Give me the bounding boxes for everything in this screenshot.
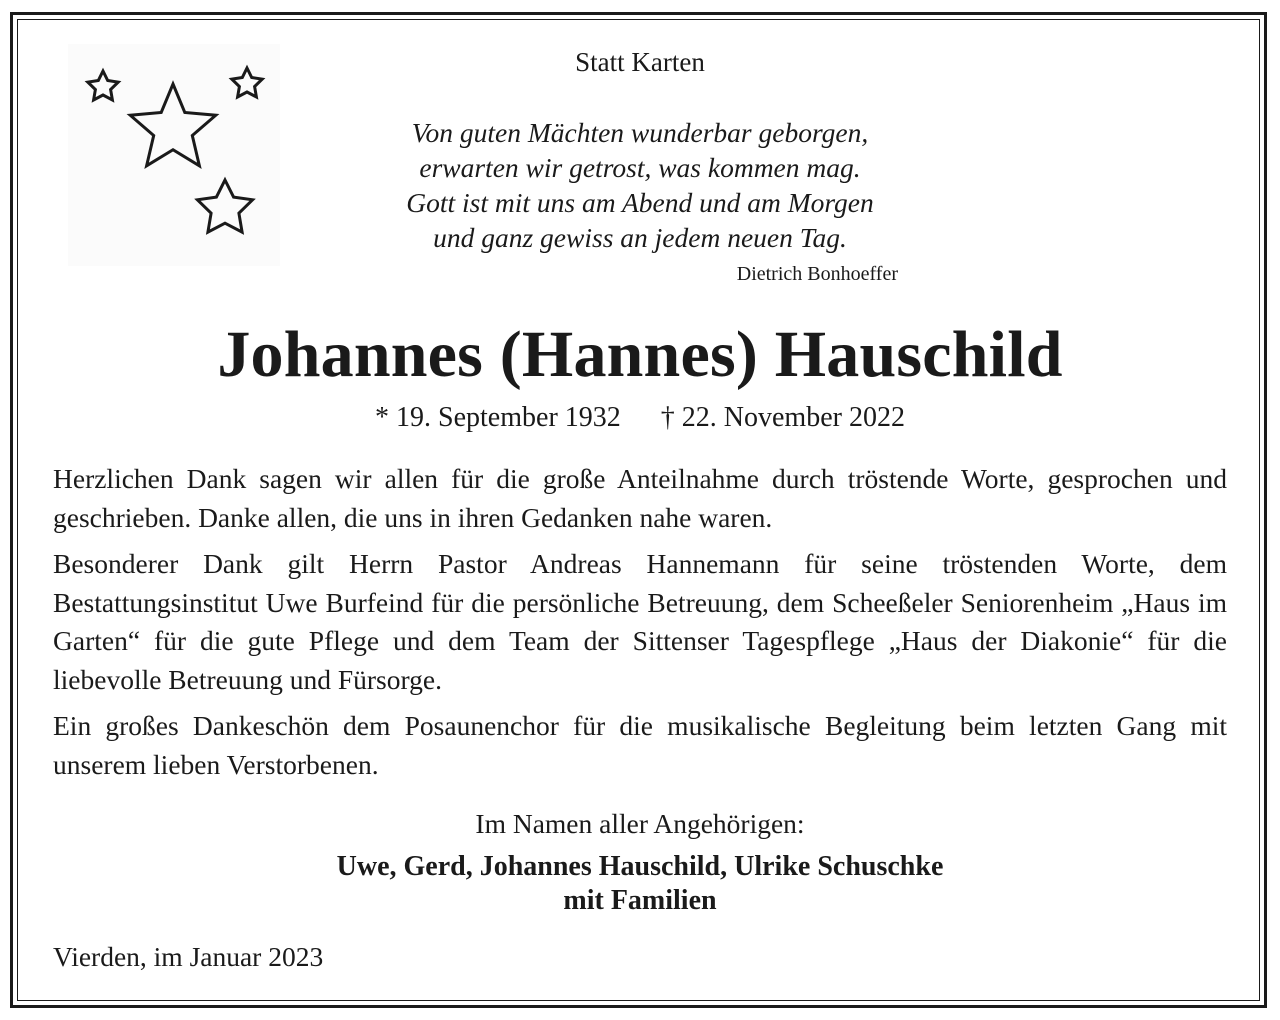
poem-line: Von guten Mächten wunderbar geborgen, (411, 117, 869, 148)
signers (0, 850, 1280, 918)
place-date: Vierden, im Januar 2023 (53, 941, 324, 972)
thanks-paragraph: Besonderer Dank gilt Herrn Pastor Andreas Hannemann für seine tröstenden Worte, dem Bestattungsinstitut Uwe Burfeind für die persönliche Betreuung, dem Scheeßeler Seniorenheim „Haus im Garten“ für die gute Pflege und dem Team der Sittenser Tagespflege „Haus der Diakonie“ für die liebevolle Betreuung und Fürsorge. (53, 548, 1227, 695)
poem (330, 115, 950, 255)
signer-families: mit Familien (563, 885, 717, 916)
deceased-name: Johannes (Hannes) Hauschild (217, 318, 1063, 391)
star-medium (197, 180, 252, 232)
poem-line: Gott ist mit uns am Abend und am Morgen (406, 187, 874, 218)
death-date: † 22. November 2022 (660, 402, 905, 433)
birth-date: * 19. September 1932 (375, 402, 621, 433)
thanks-paragraph: Ein großes Dankeschön dem Posaunenchor für die musikalische Begleitung beim letzten Gang mit unserem lieben Verstorbenen. (53, 710, 1227, 780)
poem-line: und ganz gewiss an jedem neuen Tag. (433, 222, 847, 253)
life-dates (0, 399, 1280, 437)
signer-names: Uwe, Gerd, Johannes Hauschild, Ulrike Schuschke (336, 851, 944, 882)
poem-author: Dietrich Bonhoeffer (736, 263, 898, 285)
signature-intro: Im Namen aller Angehörigen: (475, 808, 805, 839)
header-statt-karten: Statt Karten (575, 47, 705, 77)
star-large (130, 84, 216, 166)
thanks-paragraph: Herzlichen Dank sagen wir allen für die große Anteilnahme durch tröstende Worte, gesprochen und geschrieben. Danke allen, die uns in ihren Gedanken nahe waren. (53, 463, 1227, 533)
thanks-text (53, 460, 1227, 792)
poem-line: erwarten wir getrost, was kommen mag. (419, 152, 861, 183)
